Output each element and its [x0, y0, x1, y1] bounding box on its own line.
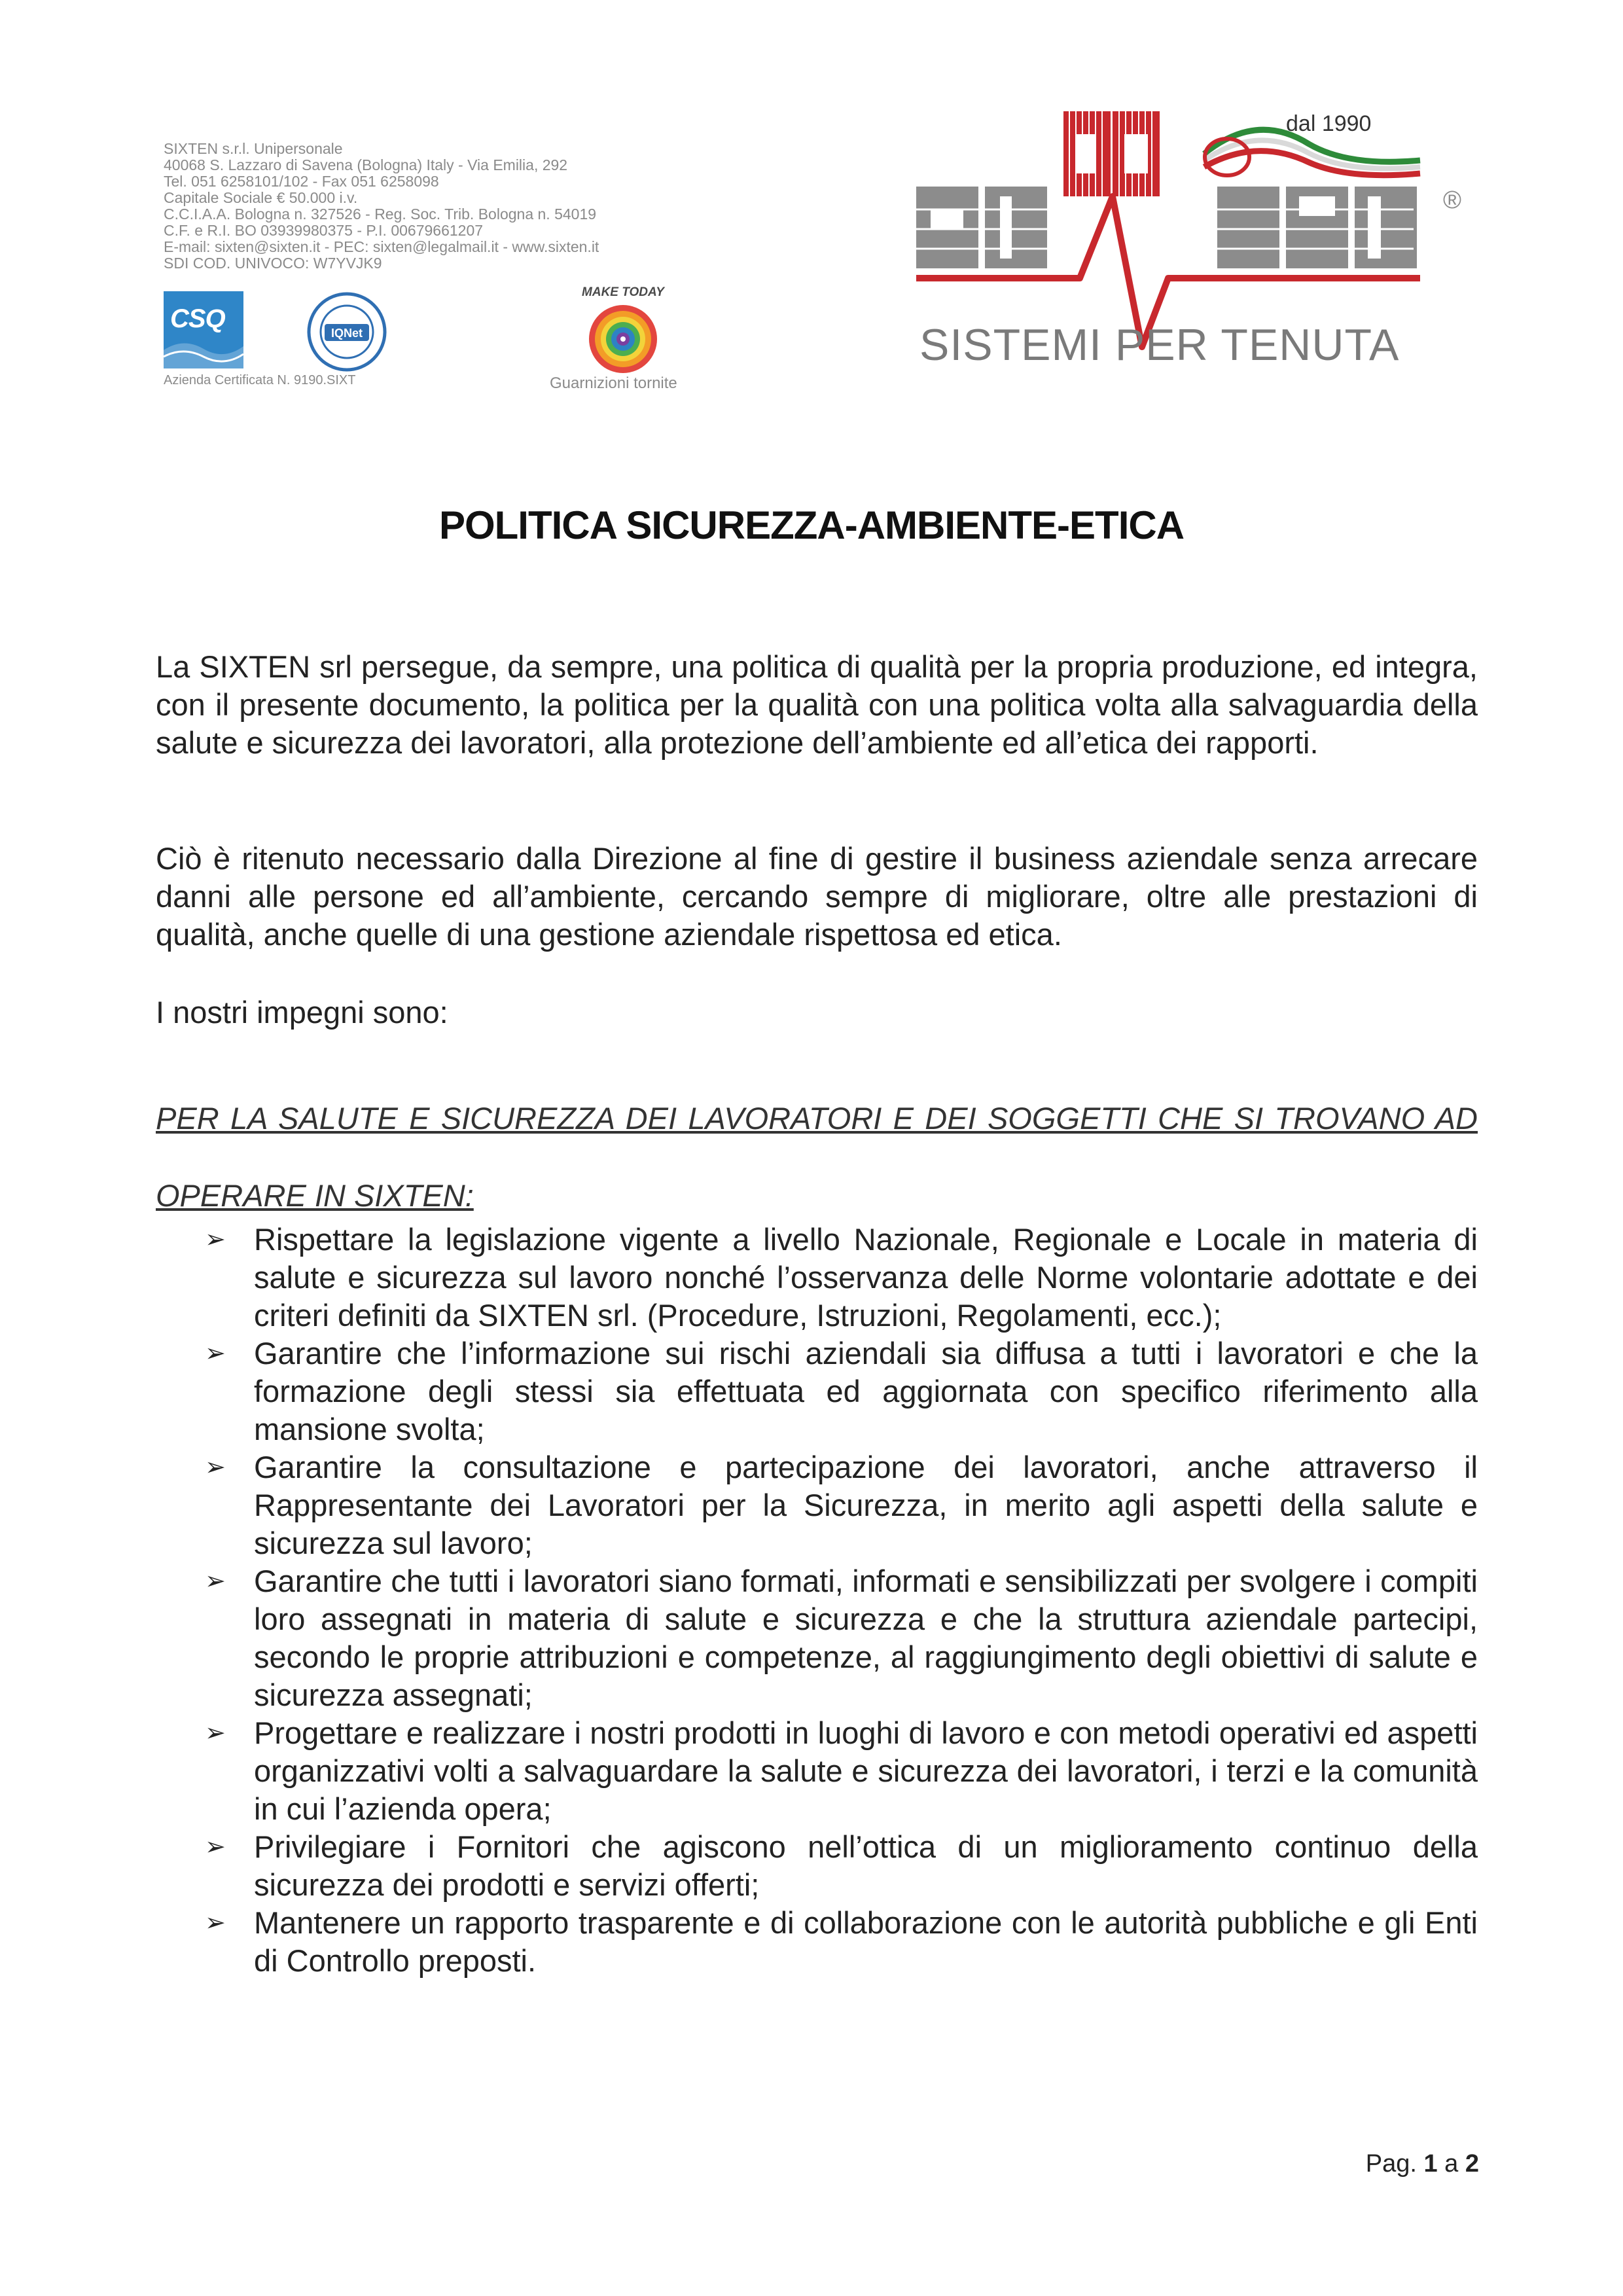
- arrow-bullet-icon: ➢: [205, 1719, 226, 1747]
- arrow-bullet-icon: ➢: [205, 1340, 226, 1367]
- company-info-block: [164, 141, 720, 272]
- csq-logo: [164, 291, 243, 368]
- make-today-logo-text: MAKE TODAY: [582, 285, 664, 299]
- list-item-text: Rispettare la legislazione vigente a livello Nazionale, Regionale e Locale in materia di salute e sicurezza sul lavoro nonché l’osservanza delle Norme volontarie adottate e dei criteri definiti da SIXTEN srl. (Procedure, Istruzioni, Regolamenti, ecc.);: [254, 1222, 1478, 1333]
- list-item-text: Garantire che l’informazione sui rischi aziendali sia diffusa a tutti i lavoratori e che la formazione degli stessi sia effettuata ed aggiornata con specifico riferimento alla mansione svolta;: [254, 1336, 1478, 1446]
- list-item: [156, 1562, 1478, 1714]
- company-phone: Tel. 051 6258101/102 - Fax 051 6258098: [164, 173, 439, 190]
- list-item-text: Progettare e realizzare i nostri prodotti in luoghi di lavoro e con metodi operativi ed aspetti organizzativi volti a salvaguardare la salute e sicurezza dei lavoratori, i terzi e la comunità in cui l’azienda opera;: [254, 1715, 1478, 1826]
- commitments-list: [156, 1221, 1478, 1980]
- csq-logo-text: CSQ: [170, 304, 225, 333]
- current-page: 1: [1423, 2150, 1438, 2178]
- brand-since-label: dal 1990: [1286, 111, 1372, 136]
- company-contacts: E-mail: sixten@sixten.it - PEC: sixten@legalmail.it - www.sixten.it: [164, 238, 599, 255]
- total-pages: 2: [1465, 2150, 1479, 2178]
- commitments-intro: I nostri impegni sono:: [156, 995, 448, 1030]
- brand-tagline: SISTEMI PER TENUTA: [919, 320, 1400, 370]
- page-separator: a: [1444, 2150, 1459, 2178]
- arrow-bullet-icon: ➢: [205, 1226, 226, 1253]
- arrow-bullet-icon: ➢: [205, 1833, 226, 1861]
- list-item-text: Mantenere un rapporto trasparente e di collaborazione con le autorità pubbliche e gli Enti di Controllo preposti.: [254, 1905, 1478, 1978]
- make-today-caption: Guarnizioni tornite: [550, 374, 677, 392]
- arrow-bullet-icon: ➢: [205, 1568, 226, 1595]
- list-item: [156, 1904, 1478, 1980]
- list-item-text: Garantire la consultazione e partecipazione dei lavoratori, anche attraverso il Rappresentante dei Lavoratori per la Sicurezza, in merito agli aspetti della salute e sicurezza sul lavoro;: [254, 1450, 1478, 1560]
- certification-caption: Azienda Certificata N. 9190.SIXT: [164, 373, 356, 387]
- list-item: [156, 1714, 1478, 1828]
- company-address: 40068 S. Lazzaro di Savena (Bologna) Italy - Via Emilia, 292: [164, 156, 568, 173]
- list-item-text: Garantire che tutti i lavoratori siano formati, informati e sensibilizzati per svolgere i compiti loro assegnati in materia di salute e sicurezza e che la struttura aziendale partecipi, secondo le proprie attribuzioni e competenze, al raggiungimento degli obiettivi di salute e sicurezza assegnati;: [254, 1564, 1478, 1712]
- section-heading: PER LA SALUTE E SICUREZZA DEI LAVORATORI E DEI SOGGETTI CHE SI TROVANO AD OPERARE IN SIXTEN:: [156, 1101, 1478, 1213]
- list-item: [156, 1335, 1478, 1448]
- company-name: SIXTEN s.r.l. Unipersonale: [164, 140, 343, 157]
- list-item: [156, 1221, 1478, 1335]
- page-label: Pag.: [1365, 2150, 1417, 2178]
- arrow-bullet-icon: ➢: [205, 1909, 226, 1937]
- page-number: [1322, 2150, 1479, 2178]
- csq-wave-icon: [164, 337, 243, 368]
- list-item-text: Privilegiare i Fornitori che agiscono nell’ottica di un miglioramento continuo della sicurezza dei prodotti e servizi offerti;: [254, 1829, 1478, 1902]
- company-registry: C.C.I.A.A. Bologna n. 327526 - Reg. Soc. Trib. Bologna n. 54019: [164, 206, 597, 223]
- document-title: POLITICA SICUREZZA-AMBIENTE-ETICA: [438, 503, 1185, 547]
- list-item: [156, 1448, 1478, 1562]
- rationale-paragraph: Ciò è ritenuto necessario dalla Direzione al fine di gestire il business aziendale senza arrecare danni alle persone ed all’ambiente, cercando sempre di migliorare, oltre alle prestazioni di qualità, anche quelle di una gestione aziendale rispettosa ed etica.: [156, 841, 1478, 952]
- iqnet-logo-text: IQNet: [330, 327, 363, 340]
- registered-mark: ®: [1443, 187, 1461, 214]
- company-tax-codes: C.F. e R.I. BO 03939980375 - P.I. 00679661207: [164, 222, 484, 239]
- iqnet-logo: [306, 291, 387, 372]
- arrow-bullet-icon: ➢: [205, 1454, 226, 1481]
- company-sdi-code: SDI COD. UNIVOCO: W7YVJK9: [164, 255, 382, 272]
- list-item: [156, 1828, 1478, 1904]
- intro-paragraph: La SIXTEN srl persegue, da sempre, una politica di qualità per la propria produzione, ed integra, con il presente documento, la politica per la qualità con una politica volta alla salvaguardia della salute e sicurezza dei lavoratori, alla protezione dell’ambiente ed all’etica dei rapporti.: [156, 649, 1478, 760]
- make-today-logo: [563, 281, 681, 380]
- company-capital: Capitale Sociale € 50.000 i.v.: [164, 189, 358, 206]
